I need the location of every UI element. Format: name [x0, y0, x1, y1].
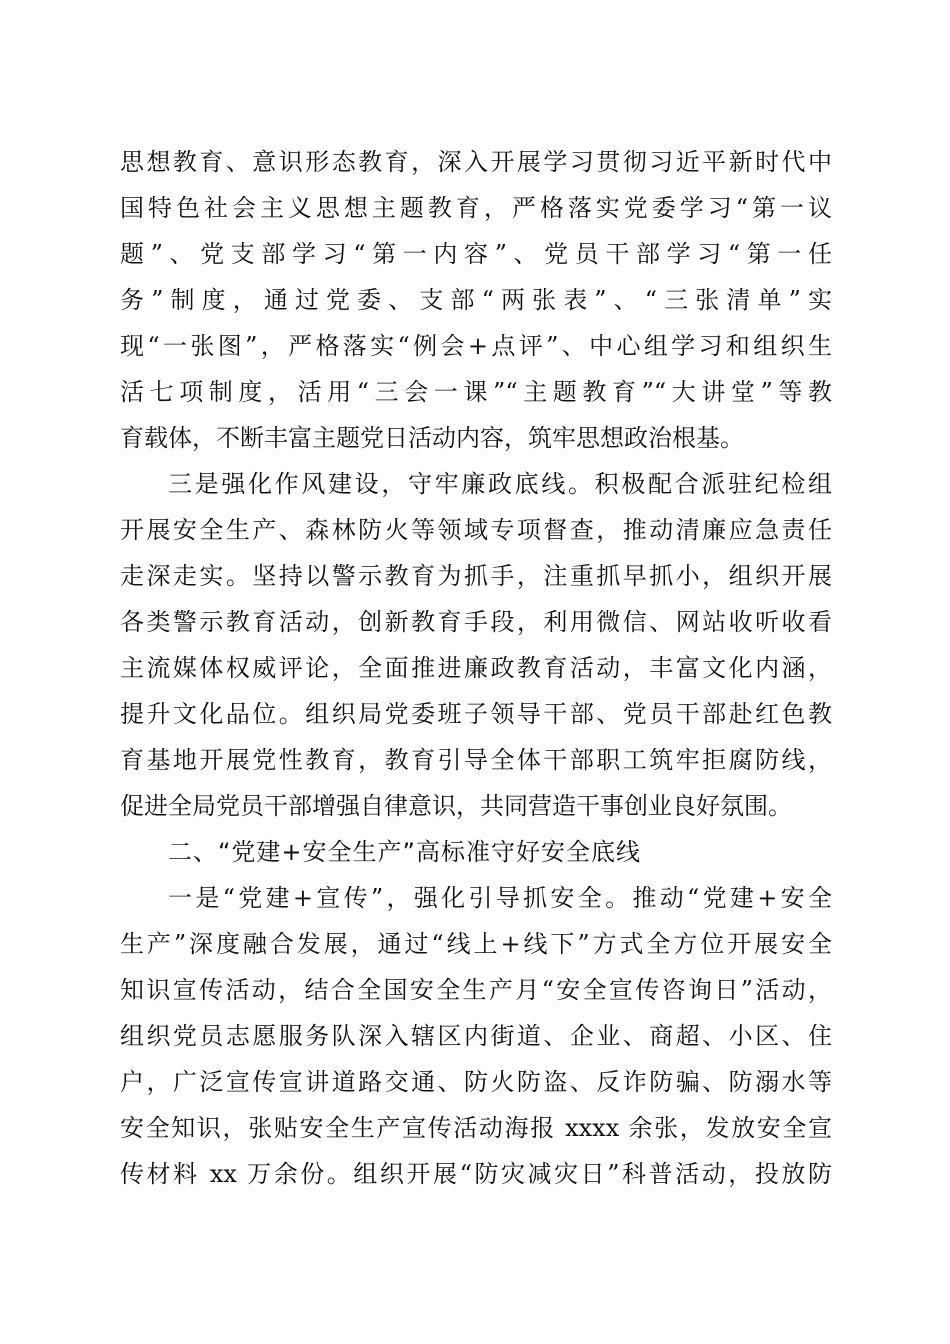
paragraph-1-line-4: 务”制度，通过党委、支部“两张表”、“三张清单”实 — [120, 286, 832, 314]
paragraph-3-line-3: 知识宣传活动，结合全国安全生产月“安全宣传咨询日”活动， — [120, 976, 832, 1004]
paragraph-2-line-1: 三是强化作风建设，守牢廉政底线。积极配合派驻纪检组 — [168, 470, 832, 498]
paragraph-3-line-7: 传材料 xx 万余份。组织开展“防灾减灾日”科普活动，投放防 — [120, 1160, 832, 1188]
paragraph-2-line-4: 各类警示教育活动，创新教育手段，利用微信、网站收听收看 — [120, 608, 832, 636]
paragraph-1-line-5: 现“一张图”，严格落实“例会+点评”、中心组学习和组织生 — [120, 332, 832, 360]
paragraph-2-line-7: 育基地开展党性教育，教育引导全体干部职工筑牢拒腐防线， — [120, 746, 832, 774]
paragraph-1-line-3: 题”、党支部学习“第一内容”、党员干部学习“第一任 — [120, 240, 832, 268]
paragraph-1-line-2: 国特色社会主义思想主题教育，严格落实党委学习“第一议 — [120, 194, 832, 222]
paragraph-2-line-3: 走深走实。坚持以警示教育为抓手，注重抓早抓小，组织开展 — [120, 562, 832, 590]
paragraph-3-line-5: 户，广泛宣传宣讲道路交通、防火防盗、反诈防骗、防溺水等 — [120, 1068, 832, 1096]
paragraph-1-line-7: 育载体，不断丰富主题党日活动内容，筑牢思想政治根基。 — [120, 424, 744, 452]
paragraph-2-line-5: 主流媒体权威评论，全面推进廉政教育活动，丰富文化内涵， — [120, 654, 832, 682]
section-heading: 二、“党建+安全生产”高标准守好安全底线 — [168, 838, 641, 866]
paragraph-1-line-1: 思想教育、意识形态教育，深入开展学习贯彻习近平新时代中 — [120, 148, 832, 176]
paragraph-2-line-6: 提升文化品位。组织局党委班子领导干部、党员干部赴红色教 — [120, 700, 832, 728]
paragraph-3-line-6: 安全知识，张贴安全生产宣传活动海报 xxxx 余张，发放安全宣 — [120, 1114, 832, 1142]
paragraph-2-line-8: 促进全局党员干部增强自律意识，共同营造干事创业良好氛围。 — [120, 792, 792, 820]
paragraph-3-line-1: 一是“党建+宣传”，强化引导抓安全。推动“党建+安全 — [168, 884, 832, 912]
paragraph-2-line-2: 开展安全生产、森林防火等领域专项督查，推动清廉应急责任 — [120, 516, 832, 544]
paragraph-3-line-4: 组织党员志愿服务队深入辖区内街道、企业、商超、小区、住 — [120, 1022, 832, 1050]
paragraph-1-line-6: 活七项制度，活用“三会一课”“主题教育”“大讲堂”等教 — [120, 378, 832, 406]
paragraph-3-line-2: 生产”深度融合发展，通过“线上+线下”方式全方位开展安全 — [120, 930, 832, 958]
